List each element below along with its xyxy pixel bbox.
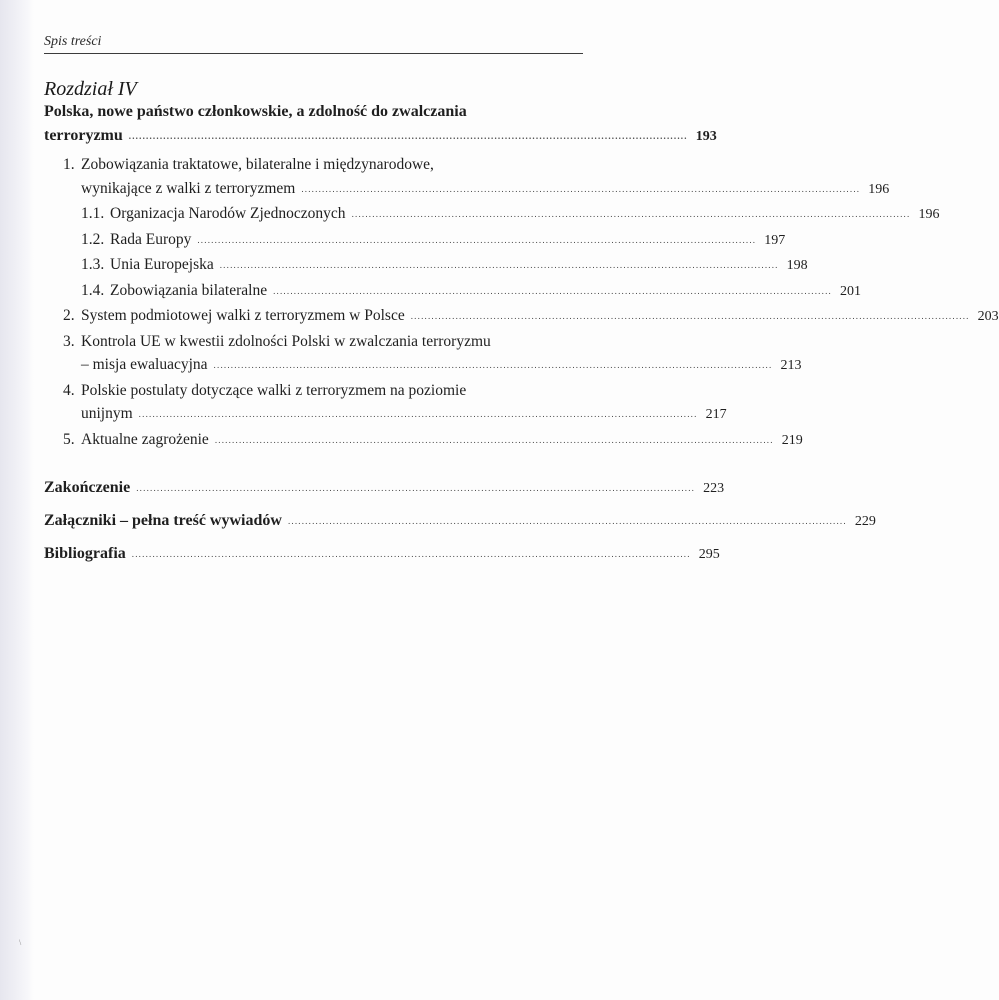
toc-section-4[interactable] [44,379,727,428]
leader-dots: .................................................................................................................................................................. [197,234,757,245]
page-number: 193 [695,128,717,144]
leader-dots: .................................................................................................................................................................. [213,360,773,370]
toc-section-3[interactable] [44,330,802,379]
entry-title: Załączniki – pełna treść wywiadów [44,512,282,529]
subsection-title: Zobowiązania bilateralne [110,281,268,299]
page-number: 217 [705,407,727,422]
section-title: Aktualne zagrożenie [81,430,209,448]
section-number: 3. [63,332,75,350]
page-number: 198 [786,258,808,273]
page-number: 213 [780,358,802,373]
main-entries [44,472,876,571]
toc-entry-bibliografia[interactable] [44,538,720,571]
toc-subsection-1-3[interactable] [44,253,808,279]
toc-subsection-1-4[interactable] [44,279,861,305]
table-of-contents [44,78,999,571]
toc-section-2[interactable] [44,304,999,330]
leader-dots: .................................................................................................................................................................. [136,483,696,493]
section-title-line1: Polskie postulaty dotyczące walki z terroryzmem na poziomie [81,381,467,399]
page-number: 196 [918,207,940,222]
section-number: 2. [63,307,75,324]
running-head: Spis treści [44,34,102,49]
leader-dots: .................................................................................................................................................................. [410,311,970,321]
leader-dots: .................................................................................................................................................................. [214,434,774,445]
gutter-mark: \ [19,938,22,947]
chapter-title-line2: terroryzmu [44,126,123,144]
header-rule [44,53,583,54]
entry-title: Bibliografia [44,545,126,562]
subsection-number: 1.3. [81,256,105,273]
page-number: 201 [839,283,861,299]
section-number: 5. [63,430,75,448]
page-number: 203 [977,309,999,324]
leader-dots: .................................................................................................................................................................. [219,260,779,270]
leader-dots: .................................................................................................................................................................. [301,183,861,194]
leader-dots: .................................................................................................................................................................. [273,285,832,296]
leader-dots: .................................................................................................................................................................. [351,209,911,219]
section-number: 4. [63,381,75,399]
leader-dots: .................................................................................................................................................................. [138,409,698,419]
subsection-title: Organizacja Narodów Zjednoczonych [110,205,346,222]
page-number: 196 [868,181,890,197]
entry-title: Zakończenie [44,479,131,496]
page-number: 219 [781,432,803,448]
subsection-number: 1.2. [81,230,105,248]
toc-section-5[interactable] [44,428,803,454]
toc-subsection-1-2[interactable] [44,228,786,254]
subsection-number: 1.4. [81,281,105,299]
leader-dots: .................................................................................................................................................................. [287,516,847,526]
toc-subsection-1-1[interactable] [44,202,940,228]
toc-section-1[interactable] [44,153,890,202]
toc-entry-zalaczniki[interactable] [44,505,876,538]
section-title: System podmiotowej walki z terroryzmem w Polsce [81,307,405,324]
section-title-line2: – misja ewaluacyjna [81,356,208,373]
section-title-line1: Kontrola UE w kwestii zdolności Polski w zwalczania terroryzmu [81,332,491,350]
page-number: 229 [854,514,876,529]
subsection-title: Rada Europy [110,230,192,248]
section-number: 1. [63,156,75,173]
chapter-title-entry[interactable] [44,100,717,149]
leader-dots: .................................................................................................................................................................. [131,549,691,559]
subsection-title: Unia Europejska [110,256,214,273]
page-number: 197 [764,232,786,248]
section-title-line2: unijnym [81,405,133,422]
chapter-label: Rozdział IV [44,78,137,100]
section-title-line1: Zobowiązania traktatowe, bilateralne i międzynarodowe, [81,156,434,173]
page-number: 223 [703,481,725,496]
leader-dots: .................................................................................................................................................................. [128,130,688,141]
section-title-line2: wynikające z walki z terroryzmem [81,179,296,197]
chapter-title-line1: Polska, nowe państwo członkowskie, a zdolność do zwalczania [44,103,467,120]
toc-entry-zakonczenie[interactable] [44,472,725,505]
page-gutter-shadow [0,0,34,1000]
subsection-number: 1.1. [81,205,105,222]
page-number: 295 [698,547,720,562]
